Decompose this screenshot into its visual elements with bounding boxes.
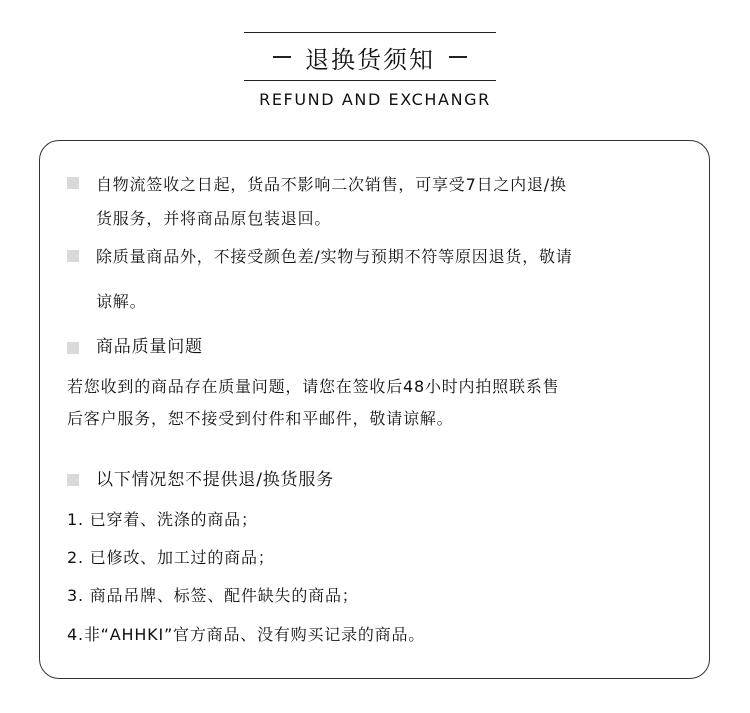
bullet-icon <box>67 474 79 486</box>
page-header <box>0 0 750 130</box>
page-subtitle: REFUND AND EXCHANGR <box>259 90 491 109</box>
exclusions-heading: 以下情况恕不提供退/换货服务 <box>96 470 334 490</box>
note-1-line-1: 自物流签收之日起，货品不影响二次销售，可享受7日之内退/换 <box>96 175 567 194</box>
title-left-dash <box>273 56 291 58</box>
title-row <box>244 36 496 78</box>
bullet-icon <box>67 250 79 262</box>
bullet-icon <box>67 177 79 189</box>
quality-text-line-1: 若您收到的商品存在质量问题，请您在签收后48小时内拍照联系售 <box>67 377 560 396</box>
exclusion-item-2: 2. 已修改、加工过的商品； <box>67 548 275 567</box>
note-2-line-1: 除质量商品外，不接受颜色差/实物与预期不符等原因退货，敬请 <box>96 247 573 266</box>
note-2-line-2: 谅解。 <box>96 292 147 311</box>
title-top-rule <box>244 32 496 33</box>
exclusion-item-1: 1. 已穿着、洗涤的商品； <box>67 510 258 529</box>
bullet-icon <box>67 342 79 354</box>
page-title: 退换货须知 <box>305 45 435 74</box>
title-right-dash <box>449 56 467 58</box>
note-1-line-2: 货服务，并将商品原包装退回。 <box>96 209 332 228</box>
exclusion-item-4: 4.非“AHHKI”官方商品、没有购买记录的商品。 <box>67 625 426 644</box>
exclusion-item-3: 3. 商品吊牌、标签、配件缺失的商品； <box>67 586 359 605</box>
quality-heading: 商品质量问题 <box>96 337 203 357</box>
quality-text-line-2: 后客户服务，恕不接受到付件和平邮件，敬请谅解。 <box>67 409 454 428</box>
title-bottom-rule <box>244 80 496 81</box>
